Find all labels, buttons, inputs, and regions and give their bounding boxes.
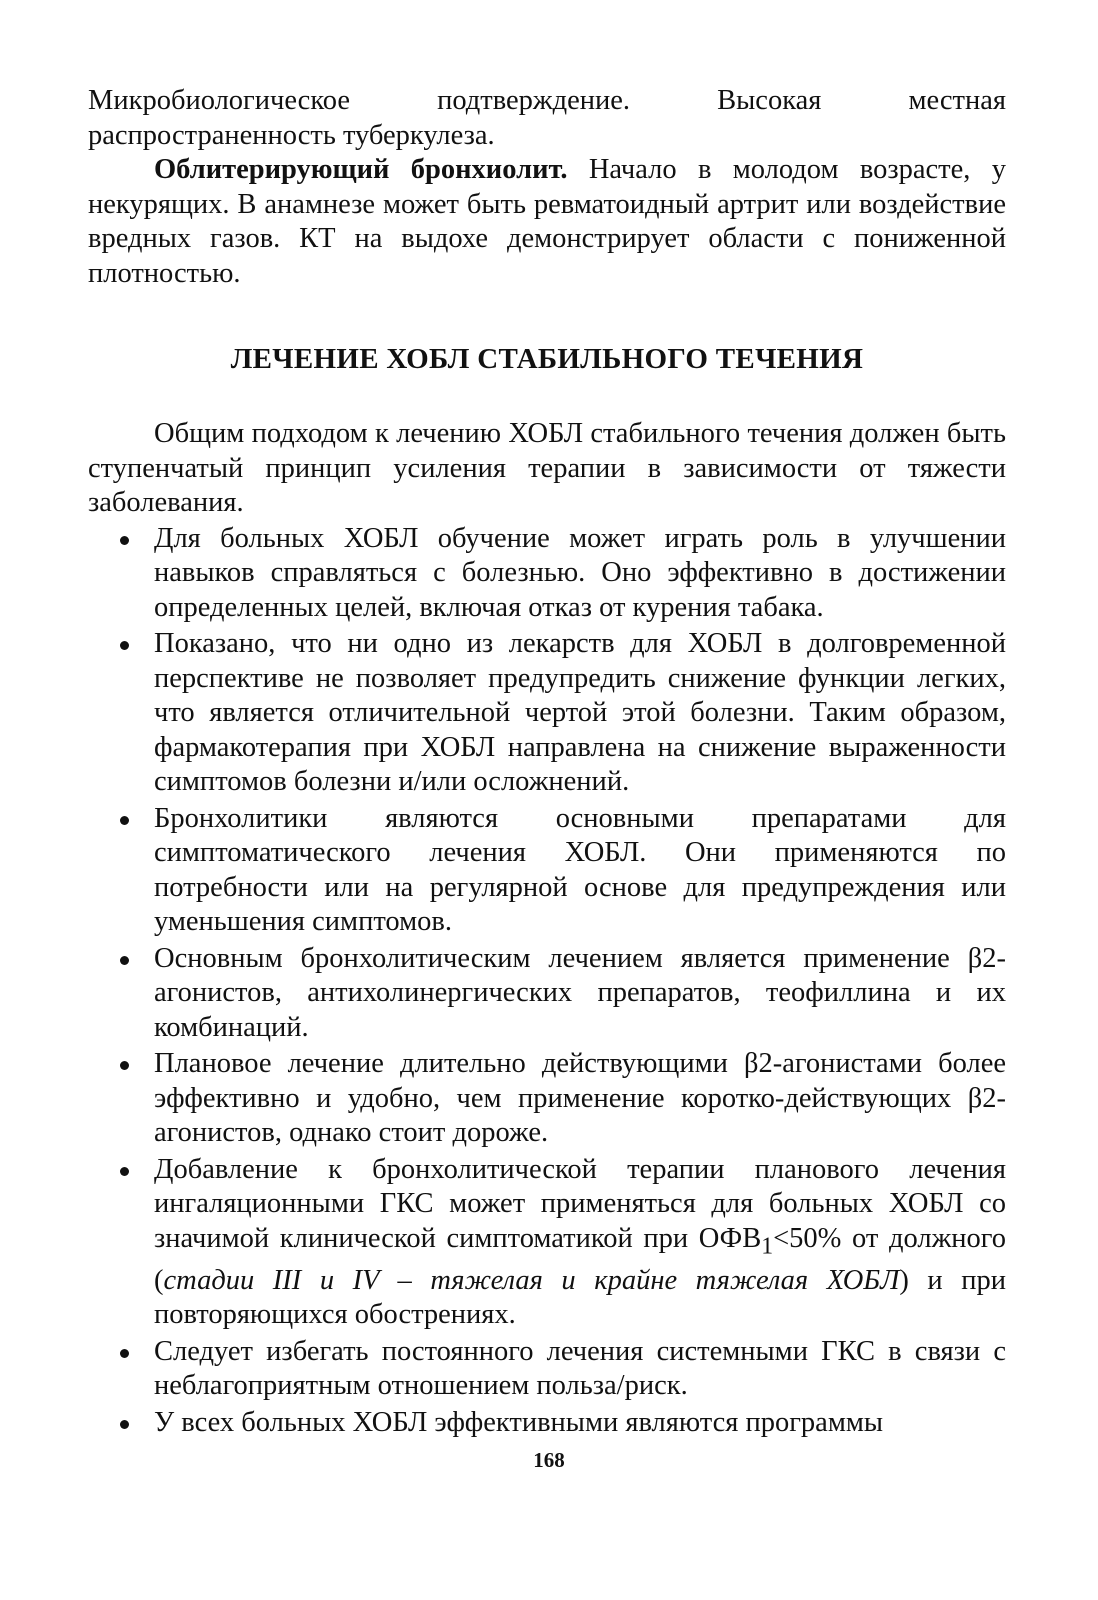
list-item-text: Плановое лечение длительно действующими β2-агонистами более эффективно и удобно, чем применение коротко-действующих β2-агонистов, однако стоит дороже. (154, 1048, 1006, 1148)
bullet-icon (120, 641, 129, 650)
list-item (88, 1406, 1006, 1441)
list-item-text-part: Добавление к бронхолитической терапии планового лечения ингаляционными ГКС может применяться для больных ХОБЛ со значимой клинической симптоматикой при ОФВ (154, 1153, 1006, 1254)
intro-paragraph: Общим подходом к лечению ХОБЛ стабильного течения должен быть ступенчатый принцип усиления терапии в зависимости от тяжести заболевания. (88, 418, 1006, 518)
bronchiolitis-text: Начало в молодом возрасте, у некурящих. В анамнезе может быть ревматоидный артрит или воздействие вредных газов. КТ на выдохе демонстрирует области с пониженной плотностью. (88, 154, 1006, 289)
list-item (88, 627, 1006, 800)
continuation-paragraph: Микробиологическое подтверждение. Высокая местная распространенность туберкулеза. (88, 85, 1006, 151)
list-item-text-part: <50% от должного ( (154, 1222, 1006, 1296)
bullet-icon (120, 816, 129, 825)
list-item-text (154, 1153, 1006, 1333)
bullet-icon (120, 536, 129, 545)
list-item-text: Бронхолитики являются основными препаратами для симптоматического лечения ХОБЛ. Они применяются по потребности или на регулярной основе для предупреждения или уменьшения симптомов. (154, 802, 1006, 937)
subscript: 1 (761, 1233, 774, 1260)
bullet-icon (120, 1167, 129, 1176)
list-item (88, 1335, 1006, 1404)
list-item-text: Показано, что ни одно из лекарств для ХОБЛ в долговременной перспективе не позволяет предупредить снижение функции легких, что является отличительной чертой этой болезни. Таким образом, фармакотерапия при ХОБЛ направлена на снижение выраженности симптомов болезни и/или осложнений. (154, 628, 1006, 797)
list-item-text-part: ) и при повторяющихся обострениях. (154, 1264, 1006, 1331)
list-item (88, 942, 1006, 1046)
list-item (88, 1153, 1006, 1333)
bronchiolitis-paragraph (88, 153, 1006, 291)
bullet-list (88, 522, 1006, 1441)
list-item (88, 522, 1006, 626)
page-number: 168 (533, 1448, 565, 1472)
bullet-icon (120, 956, 129, 965)
page-content (88, 84, 1006, 1442)
list-item-text: У всех больных ХОБЛ эффективными являются программы (154, 1406, 884, 1438)
list-item-text: Основным бронхолитическим лечением является применение β2-агонистов, антихолинергических препаратов, теофиллина и их комбинаций. (154, 942, 1006, 1043)
bronchiolitis-lead: Облитерирующий бронхиолит. (154, 154, 568, 185)
bullet-icon (120, 1420, 129, 1429)
section-title: ЛЕЧЕНИЕ ХОБЛ СТАБИЛЬНОГО ТЕЧЕНИЯ (230, 343, 864, 375)
list-item (88, 1047, 1006, 1151)
list-item-text: Для больных ХОБЛ обучение может играть роль в улучшении навыков справляться с болезнью. Оно эффективно в достижении определенных целей, включая отказ от курения табака. (154, 522, 1006, 623)
italic-stage-note: стадии III и IV – тяжелая и крайне тяжелая ХОБЛ (163, 1264, 900, 1296)
list-item (88, 802, 1006, 940)
bullet-icon (120, 1349, 129, 1358)
list-item-text: Следует избегать постоянного лечения системными ГКС в связи с неблагоприятным отношением польза/риск. (154, 1335, 1006, 1402)
bullet-icon (120, 1061, 129, 1070)
